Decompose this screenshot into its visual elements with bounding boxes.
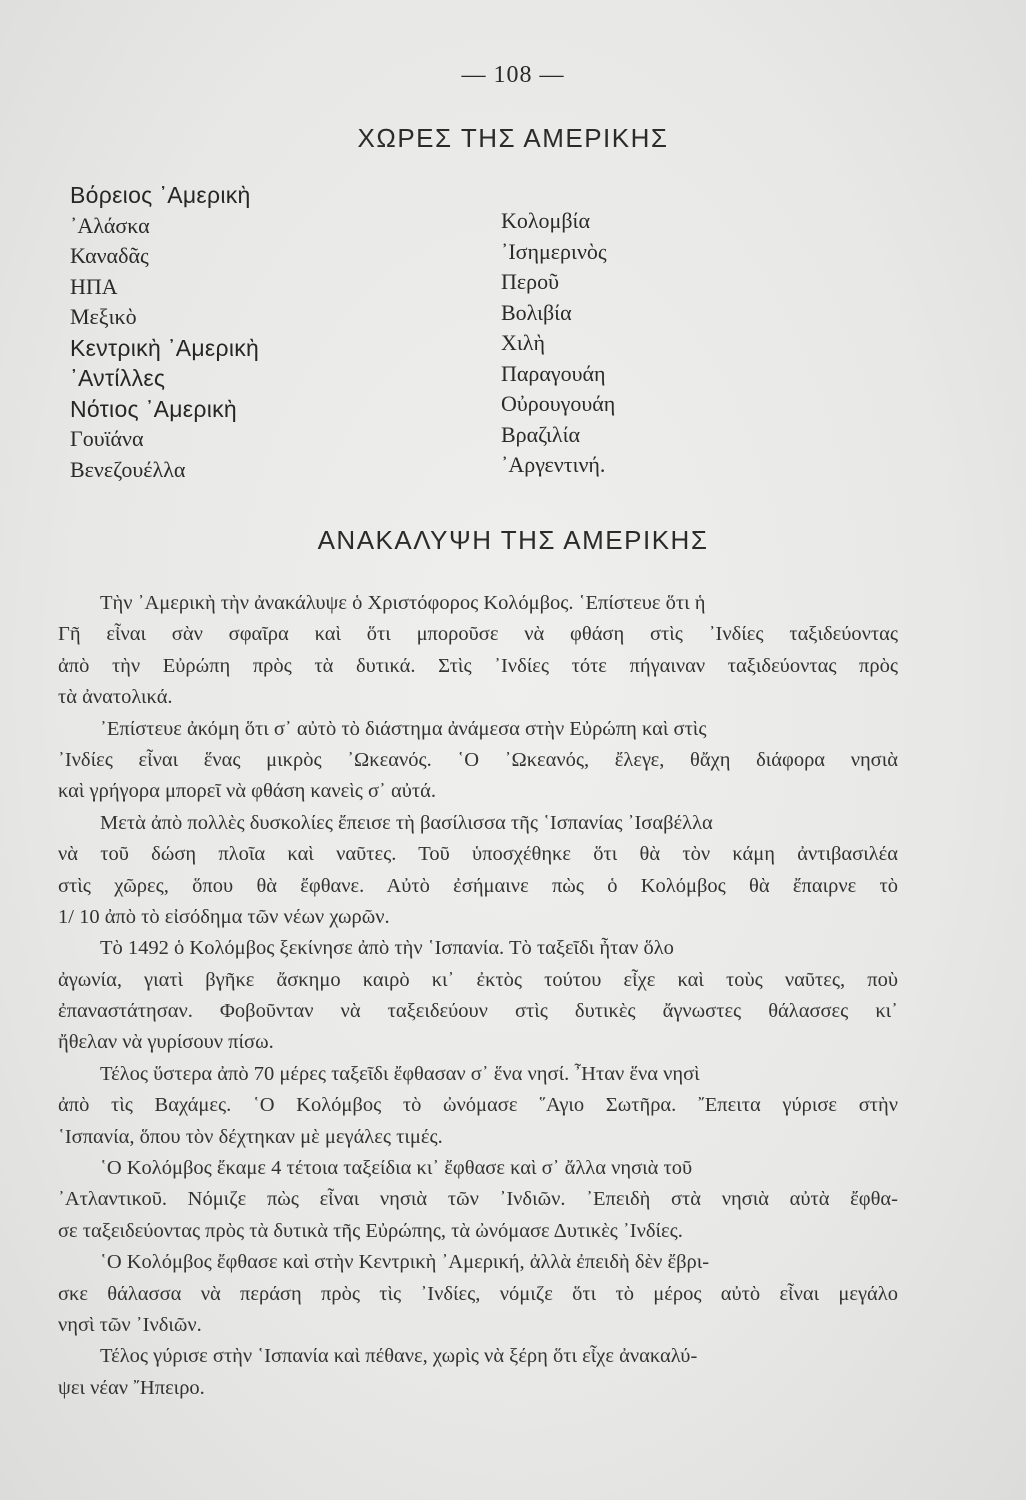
text-line: ἀπὸ τὶς Βαχάμες. ῾Ο Κολόμβος τὸ ὠνόμασε ῞Αγιο Σωτῆρα. ῎Επειτα γύρισε στὴν: [58, 1094, 898, 1117]
text-line: Τέλος ὕστερα ἀπὸ 70 μέρες ταξεῖδι ἔφθασαν σ᾿ ἕνα νησί. ῏Ηταν ἕνα νησὶ: [100, 1062, 700, 1085]
region-heading: Κεντρικὴ ᾿Αμερικὴ: [70, 334, 260, 361]
discovery-text: [58, 588, 898, 1404]
text-line: Γῆ εἶναι σὰν σφαῖρα καὶ ὅτι μποροῦσε νὰ φθάση στὶς ᾿Ινδίες ταξιδεύοντας: [58, 623, 898, 646]
text-line: ἐπαναστάτησαν. Φοβοῦνταν νὰ ταξειδεύουν στὶς δυτικὲς ἄγνωστες θάλασσες κι᾿: [58, 1000, 898, 1023]
text-line: καὶ γρήγορα μπορεῖ νὰ φθάση κανεὶς σ᾿ αὐτά.: [58, 780, 436, 803]
text-line: σε ταξειδεύοντας πρὸς τὰ δυτικὰ τῆς Εὐρώπης, τὰ ὠνόμασε Δυτικὲς ᾿Ινδίες.: [58, 1219, 683, 1242]
country-item: Μεξικὸ: [70, 304, 137, 329]
heading-discovery-of-america: ΑΝΑΚΑΛΥΨΗ ΤΗΣ ΑΜΕΡΙΚΗΣ: [317, 525, 709, 555]
text-line: ᾿Ατλαντικοῦ. Νόμιζε πὼς εἶναι νησιὰ τῶν ᾿Ινδιῶν. ᾿Επειδὴ στὰ νησιὰ αὐτὰ ἔφθα-: [58, 1188, 898, 1211]
text-line: ῾Ισπανία, ὅπου τὸν δέχτηκαν μὲ μεγάλες τιμές.: [58, 1125, 443, 1148]
country-item: ᾿Αργεντινή.: [501, 452, 606, 477]
page-number: — 108 —: [461, 62, 565, 88]
country-item: Χιλὴ: [501, 330, 545, 355]
country-item: Βενεζουέλλα: [70, 456, 186, 482]
text-line: ψει νέαν ῎Ηπειρο.: [58, 1376, 205, 1399]
country-item: ᾿Ισημερινὸς: [501, 238, 607, 264]
text-line: ῾Ο Κολόμβος ἔφθασε καὶ στὴν Κεντρικὴ ᾿Αμερική, ἀλλὰ ἐπειδὴ δὲν ἔβρι-: [100, 1251, 710, 1274]
country-item: Περοῦ: [501, 269, 559, 294]
text-line: Μετὰ ἀπὸ πολλὲς δυσκολίες ἔπεισε τὴ βασίλισσα τῆς ῾Ισπανίας ᾿Ισαβέλλα: [100, 811, 713, 834]
country-item: Γουϊάνα: [70, 426, 144, 451]
text-line: νησὶ τῶν ᾿Ινδιῶν.: [58, 1313, 202, 1336]
text-line: ἀπὸ τὴν Εὐρώπη πρὸς τὰ δυτικά. Στὶς ᾿Ινδίες τότε πήγαιναν ταξιδεύοντας πρὸς: [58, 654, 898, 677]
country-item: ΗΠΑ: [70, 273, 118, 299]
text-line: ᾿Επίστευε ἀκόμη ὅτι σ᾿ αὐτὸ τὸ διάστημα ἀνάμεσα στὴν Εὐρώπη καὶ στὶς: [100, 717, 707, 740]
country-item: Παραγουάη: [501, 360, 606, 386]
region-heading: Νότιος ᾿Αμερικὴ: [70, 395, 238, 422]
country-item: Βολιβία: [501, 299, 572, 325]
text-line: ἀγωνία, γιατὶ βγῆκε ἄσκημο καιρὸ κι᾿ ἐκτὸς τούτου εἶχε καὶ τοὺς ναῦτες, ποὺ: [58, 968, 898, 991]
countries-list-left: [70, 180, 259, 485]
heading-countries-of-america: ΧΩΡΕΣ ΤΗΣ ΑΜΕΡΙΚΗΣ: [357, 123, 669, 153]
region-heading: Βόρειος ᾿Αμερικὴ: [70, 182, 251, 208]
text-line: νὰ τοῦ δώση πλοῖα καὶ ναῦτες. Τοῦ ὑποσχέθηκε ὅτι θὰ τὸν κάμη ἀντιβασιλέα: [58, 843, 898, 866]
text-line: ῾Ο Κολόμβος ἔκαμε 4 τέτοια ταξείδια κι᾿ ἔφθασε καὶ σ᾿ ἄλλα νησιὰ τοῦ: [100, 1157, 693, 1180]
country-item: Βραζιλία: [501, 421, 581, 447]
country-item: Καναδᾶς: [70, 243, 149, 268]
text-line: στὶς χῶρες, ὅπου θὰ ἔφθανε. Αὐτὸ ἐσήμαινε πὼς ὁ Κολόμβος θὰ ἔπαιρνε τὸ: [58, 874, 898, 897]
country-item: ᾿Αλάσκα: [70, 212, 150, 238]
text-line: ᾿Ινδίες εἶναι ἕνας μικρὸς ᾿Ωκεανός. ῾Ο ᾿Ωκεανός, ἔλεγε, θἄχη διάφορα νησιὰ: [58, 748, 898, 771]
countries-list-right: [501, 206, 615, 481]
text-line: 1/ 10 ἀπὸ τὸ εἰσόδημα τῶν νέων χωρῶν.: [58, 905, 390, 928]
text-line: σκε θάλασσα νὰ περάση πρὸς τὶς ᾿Ινδίες, νόμιζε ὅτι τὸ μέρος αὐτὸ εἶναι μεγάλο: [58, 1282, 898, 1305]
region-heading: ᾿Αντίλλες: [70, 365, 166, 391]
country-item: Κολομβία: [501, 208, 590, 233]
text-line: τὰ ἀνατολικά.: [58, 686, 173, 709]
country-item: Οὐρουγουάη: [501, 391, 616, 416]
text-line: ἤθελαν νὰ γυρίσουν πίσω.: [58, 1031, 274, 1054]
text-line: Τὸ 1492 ὁ Κολόμβος ξεκίνησε ἀπὸ τὴν ῾Ισπανία. Τὸ ταξεῖδι ἦταν ὅλο: [100, 937, 674, 960]
text-line: Τέλος γύρισε στὴν ῾Ισπανία καὶ πέθανε, χωρὶς νὰ ξέρη ὅτι εἶχε ἀνακαλύ-: [100, 1345, 698, 1368]
text-line: Τὴν ᾿Αμερικὴ τὴν ἀνακάλυψε ὁ Χριστόφορος Κολόμβος. ῾Επίστευε ὅτι ἡ: [100, 592, 706, 614]
